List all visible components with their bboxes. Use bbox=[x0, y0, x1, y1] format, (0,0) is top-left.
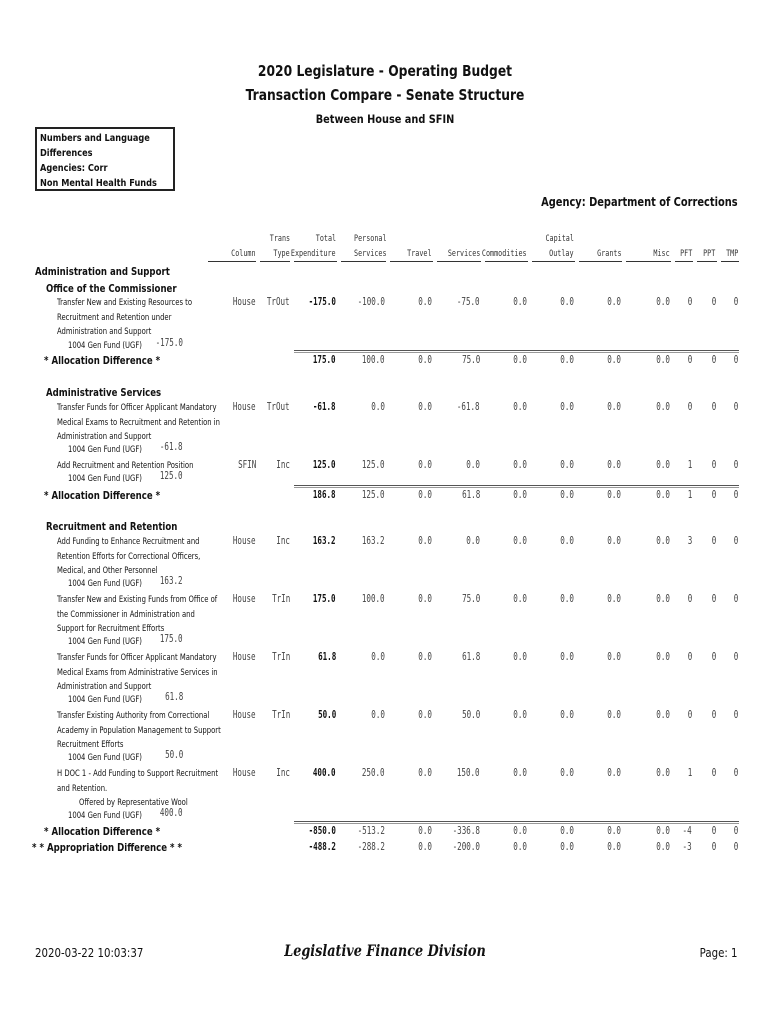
alloc-pft: 1 bbox=[687, 489, 692, 501]
col-underline bbox=[294, 261, 337, 262]
col-header-personal-1: Personal bbox=[354, 234, 387, 244]
value-travel: 0.0 bbox=[418, 593, 432, 605]
transaction-description: Medical Exams from Administrative Services in bbox=[57, 667, 218, 678]
col-header-personal-2: Services bbox=[354, 249, 387, 259]
col-underline bbox=[675, 261, 693, 262]
alloc-travel: 0.0 bbox=[418, 825, 432, 837]
fund-amount: -175.0 bbox=[155, 337, 183, 349]
value-misc: 0.0 bbox=[656, 593, 670, 605]
transaction-description: Add Recruitment and Retention Position bbox=[57, 461, 194, 471]
transaction-type: TrIn bbox=[271, 651, 290, 663]
fund-source: 1004 Gen Fund (UGF) bbox=[68, 811, 142, 821]
transaction-column: House bbox=[233, 651, 256, 663]
value-grants: 0.0 bbox=[607, 709, 621, 721]
fund-source: 1004 Gen Fund (UGF) bbox=[68, 695, 142, 705]
value-grants: 0.0 bbox=[607, 459, 621, 471]
value-services: -61.8 bbox=[457, 401, 480, 413]
transaction-description: Retention Efforts for Correctional Officers, bbox=[57, 551, 201, 562]
alloc-ppt: 0 bbox=[711, 825, 716, 837]
value-misc: 0.0 bbox=[656, 296, 670, 308]
transaction-description: H DOC 1 - Add Funding to Support Recruitment bbox=[57, 769, 219, 779]
transaction-description: Support for Recruitment Efforts bbox=[57, 624, 165, 634]
col-header-pft: PFT bbox=[679, 249, 692, 259]
transaction-description: Transfer New and Existing Funds from Office of bbox=[57, 595, 218, 605]
approp-tmp: 0 bbox=[733, 841, 738, 853]
allocation-total-rule bbox=[294, 821, 739, 824]
fund-source: 1004 Gen Fund (UGF) bbox=[68, 474, 142, 484]
alloc-personal-services: 125.0 bbox=[362, 489, 385, 501]
value-misc: 0.0 bbox=[656, 535, 670, 547]
transaction-type: Inc bbox=[276, 767, 290, 779]
allocation-total-rule bbox=[294, 350, 739, 353]
value-capital-outlay: 0.0 bbox=[560, 767, 574, 779]
value-tmp: 0 bbox=[733, 767, 738, 779]
alloc-misc: 0.0 bbox=[656, 354, 670, 366]
col-underline bbox=[579, 261, 622, 262]
alloc-misc: 0.0 bbox=[656, 825, 670, 837]
transaction-description: Medical Exams to Recruitment and Retention in bbox=[57, 417, 221, 428]
agency-label: Agency: Department of Corrections bbox=[541, 195, 738, 209]
allocation-total-rule bbox=[294, 485, 739, 488]
approp-services: -200.0 bbox=[452, 841, 480, 853]
transaction-description: Medical, and Other Personnel bbox=[57, 566, 158, 576]
value-tmp: 0 bbox=[733, 535, 738, 547]
col-header-ppt: PPT bbox=[702, 249, 715, 259]
value-services: 50.0 bbox=[461, 709, 480, 721]
value-services: 61.8 bbox=[461, 651, 480, 663]
col-underline bbox=[485, 261, 528, 262]
report-title-line1: 2020 Legislature - Operating Budget bbox=[257, 62, 513, 80]
allocation-heading: Recruitment and Retention bbox=[46, 520, 178, 533]
value-misc: 0.0 bbox=[656, 459, 670, 471]
value-pft: 0 bbox=[687, 593, 692, 605]
value-commodities: 0.0 bbox=[513, 535, 527, 547]
page-number: Page: 1 bbox=[700, 946, 738, 960]
report-title-line2: Transaction Compare - Senate Structure bbox=[245, 86, 525, 104]
value-grants: 0.0 bbox=[607, 767, 621, 779]
value-services: 150.0 bbox=[457, 767, 480, 779]
approp-commodities: 0.0 bbox=[513, 841, 527, 853]
value-capital-outlay: 0.0 bbox=[560, 296, 574, 308]
value-tmp: 0 bbox=[733, 593, 738, 605]
value-ppt: 0 bbox=[711, 459, 716, 471]
fund-amount: 400.0 bbox=[160, 807, 183, 819]
fund-source: 1004 Gen Fund (UGF) bbox=[68, 341, 142, 351]
value-personal-services: -100.0 bbox=[357, 296, 385, 308]
value-capital-outlay: 0.0 bbox=[560, 535, 574, 547]
alloc-ppt: 0 bbox=[711, 489, 716, 501]
col-underline bbox=[532, 261, 575, 262]
alloc-pft: -4 bbox=[682, 825, 692, 837]
col-underline bbox=[341, 261, 386, 262]
col-header-capital-2: Outlay bbox=[549, 249, 574, 259]
value-total: -175.0 bbox=[308, 296, 336, 308]
value-ppt: 0 bbox=[711, 767, 716, 779]
col-underline bbox=[390, 261, 433, 262]
value-total: 175.0 bbox=[313, 593, 336, 605]
fund-source: 1004 Gen Fund (UGF) bbox=[68, 753, 142, 763]
fund-amount: -61.8 bbox=[160, 441, 183, 453]
col-underline bbox=[721, 261, 739, 262]
value-commodities: 0.0 bbox=[513, 459, 527, 471]
col-header-travel: Travel bbox=[407, 249, 432, 259]
alloc-services: 75.0 bbox=[461, 354, 480, 366]
alloc-total: 175.0 bbox=[313, 354, 336, 366]
value-services: 75.0 bbox=[461, 593, 480, 605]
alloc-capital-outlay: 0.0 bbox=[560, 825, 574, 837]
value-misc: 0.0 bbox=[656, 709, 670, 721]
transaction-description: Administration and Support bbox=[57, 327, 152, 337]
value-pft: 0 bbox=[687, 401, 692, 413]
alloc-total: -850.0 bbox=[308, 825, 336, 837]
filter-line: Agencies: Corr bbox=[40, 163, 108, 174]
fund-amount: 50.0 bbox=[164, 749, 183, 761]
alloc-tmp: 0 bbox=[733, 825, 738, 837]
value-personal-services: 0.0 bbox=[371, 709, 385, 721]
alloc-total: 186.8 bbox=[313, 489, 336, 501]
value-commodities: 0.0 bbox=[513, 767, 527, 779]
value-services: 0.0 bbox=[466, 535, 480, 547]
alloc-personal-services: -513.2 bbox=[357, 825, 385, 837]
value-commodities: 0.0 bbox=[513, 651, 527, 663]
fund-amount: 163.2 bbox=[160, 575, 183, 587]
value-ppt: 0 bbox=[711, 401, 716, 413]
value-services: -75.0 bbox=[457, 296, 480, 308]
alloc-travel: 0.0 bbox=[418, 354, 432, 366]
value-commodities: 0.0 bbox=[513, 709, 527, 721]
transaction-column: SFIN bbox=[237, 459, 256, 471]
transaction-description: Transfer Funds for Officer Applicant Mandatory bbox=[57, 403, 217, 413]
value-personal-services: 100.0 bbox=[362, 593, 385, 605]
col-underline bbox=[437, 261, 481, 262]
value-travel: 0.0 bbox=[418, 296, 432, 308]
value-capital-outlay: 0.0 bbox=[560, 709, 574, 721]
fund-source: 1004 Gen Fund (UGF) bbox=[68, 637, 142, 647]
value-pft: 0 bbox=[687, 651, 692, 663]
transaction-description: Recruitment Efforts bbox=[57, 740, 124, 750]
value-ppt: 0 bbox=[711, 296, 716, 308]
value-ppt: 0 bbox=[711, 593, 716, 605]
transaction-column: House bbox=[233, 296, 256, 308]
value-total: -61.8 bbox=[313, 401, 336, 413]
transaction-description: Offered by Representative Wool bbox=[79, 798, 188, 808]
col-header-tmp: TMP bbox=[725, 249, 738, 259]
col-header-total-1: Total bbox=[315, 234, 336, 244]
filter-box bbox=[35, 127, 175, 191]
transaction-type: Inc bbox=[276, 459, 290, 471]
value-personal-services: 0.0 bbox=[371, 401, 385, 413]
value-pft: 3 bbox=[687, 535, 692, 547]
col-header-trans-1: Trans bbox=[269, 234, 290, 244]
approp-ppt: 0 bbox=[711, 841, 716, 853]
transaction-description: Transfer Funds for Officer Applicant Mandatory bbox=[57, 653, 217, 663]
alloc-tmp: 0 bbox=[733, 354, 738, 366]
transaction-column: House bbox=[233, 767, 256, 779]
value-capital-outlay: 0.0 bbox=[560, 593, 574, 605]
filter-line: Numbers and Language bbox=[40, 133, 150, 144]
value-total: 400.0 bbox=[313, 767, 336, 779]
col-underline bbox=[260, 261, 290, 262]
allocation-difference-label: * Allocation Difference * bbox=[44, 354, 161, 367]
fund-source: 1004 Gen Fund (UGF) bbox=[68, 445, 142, 455]
transaction-description: Transfer Existing Authority from Correctional bbox=[57, 711, 210, 721]
value-grants: 0.0 bbox=[607, 593, 621, 605]
report-timestamp: 2020-03-22 10:03:37 bbox=[35, 946, 144, 960]
value-tmp: 0 bbox=[733, 709, 738, 721]
allocation-difference-label: * Allocation Difference * bbox=[44, 825, 161, 838]
alloc-services: -336.8 bbox=[452, 825, 480, 837]
report-subtitle: Between House and SFIN bbox=[315, 112, 455, 126]
value-misc: 0.0 bbox=[656, 651, 670, 663]
alloc-grants: 0.0 bbox=[607, 825, 621, 837]
transaction-type: Inc bbox=[276, 535, 290, 547]
fund-amount: 61.8 bbox=[164, 691, 183, 703]
transaction-column: House bbox=[233, 401, 256, 413]
value-ppt: 0 bbox=[711, 535, 716, 547]
transaction-description: Transfer New and Existing Resources to bbox=[57, 298, 193, 308]
approp-capital-outlay: 0.0 bbox=[560, 841, 574, 853]
value-total: 61.8 bbox=[317, 651, 336, 663]
filter-line: Differences bbox=[40, 148, 93, 159]
value-services: 0.0 bbox=[466, 459, 480, 471]
col-underline bbox=[626, 261, 671, 262]
value-travel: 0.0 bbox=[418, 459, 432, 471]
allocation-heading: Office of the Commissioner bbox=[46, 282, 177, 295]
appropriation-heading: Administration and Support bbox=[35, 265, 170, 278]
alloc-tmp: 0 bbox=[733, 489, 738, 501]
col-header-commodities: Commodities bbox=[482, 249, 527, 259]
value-travel: 0.0 bbox=[418, 535, 432, 547]
appropriation-difference-label: * * Appropriation Difference * * bbox=[32, 841, 182, 854]
value-commodities: 0.0 bbox=[513, 593, 527, 605]
transaction-description: Academy in Population Management to Support bbox=[57, 725, 221, 736]
value-misc: 0.0 bbox=[656, 401, 670, 413]
alloc-ppt: 0 bbox=[711, 354, 716, 366]
value-travel: 0.0 bbox=[418, 401, 432, 413]
value-capital-outlay: 0.0 bbox=[560, 651, 574, 663]
transaction-description: Add Funding to Enhance Recruitment and bbox=[57, 537, 200, 547]
col-underline bbox=[697, 261, 717, 262]
approp-misc: 0.0 bbox=[656, 841, 670, 853]
approp-grants: 0.0 bbox=[607, 841, 621, 853]
alloc-commodities: 0.0 bbox=[513, 489, 527, 501]
division-signature: Legislative Finance Division bbox=[284, 941, 486, 960]
value-pft: 1 bbox=[687, 459, 692, 471]
approp-total: -488.2 bbox=[308, 841, 336, 853]
approp-pft: -3 bbox=[682, 841, 692, 853]
value-capital-outlay: 0.0 bbox=[560, 459, 574, 471]
value-travel: 0.0 bbox=[418, 767, 432, 779]
transaction-column: House bbox=[233, 709, 256, 721]
value-tmp: 0 bbox=[733, 296, 738, 308]
col-header-trans-2: Type bbox=[273, 249, 290, 259]
alloc-grants: 0.0 bbox=[607, 354, 621, 366]
value-pft: 0 bbox=[687, 709, 692, 721]
transaction-description: Recruitment and Retention under bbox=[57, 312, 172, 323]
transaction-description: the Commissioner in Administration and bbox=[57, 609, 195, 620]
alloc-pft: 0 bbox=[687, 354, 692, 366]
value-travel: 0.0 bbox=[418, 651, 432, 663]
value-pft: 0 bbox=[687, 296, 692, 308]
allocation-heading: Administrative Services bbox=[46, 386, 162, 399]
value-grants: 0.0 bbox=[607, 296, 621, 308]
col-header-misc: Misc bbox=[653, 249, 670, 259]
value-personal-services: 0.0 bbox=[371, 651, 385, 663]
fund-amount: 175.0 bbox=[160, 633, 183, 645]
value-tmp: 0 bbox=[733, 459, 738, 471]
value-tmp: 0 bbox=[733, 651, 738, 663]
alloc-commodities: 0.0 bbox=[513, 354, 527, 366]
transaction-type: TrIn bbox=[271, 709, 290, 721]
fund-source: 1004 Gen Fund (UGF) bbox=[68, 579, 142, 589]
col-header-grants: Grants bbox=[597, 249, 622, 259]
value-commodities: 0.0 bbox=[513, 296, 527, 308]
fund-amount: 125.0 bbox=[160, 470, 183, 482]
alloc-capital-outlay: 0.0 bbox=[560, 354, 574, 366]
value-total: 50.0 bbox=[317, 709, 336, 721]
col-underline bbox=[208, 261, 256, 262]
value-grants: 0.0 bbox=[607, 535, 621, 547]
transaction-type: TrOut bbox=[267, 296, 290, 308]
alloc-travel: 0.0 bbox=[418, 489, 432, 501]
transaction-column: House bbox=[233, 535, 256, 547]
transaction-column: House bbox=[233, 593, 256, 605]
value-tmp: 0 bbox=[733, 401, 738, 413]
value-misc: 0.0 bbox=[656, 767, 670, 779]
value-grants: 0.0 bbox=[607, 401, 621, 413]
transaction-description: Administration and Support bbox=[57, 682, 152, 692]
transaction-description: and Retention. bbox=[57, 783, 108, 794]
alloc-services: 61.8 bbox=[461, 489, 480, 501]
allocation-difference-label: * Allocation Difference * bbox=[44, 489, 161, 502]
value-personal-services: 163.2 bbox=[362, 535, 385, 547]
value-pft: 1 bbox=[687, 767, 692, 779]
value-ppt: 0 bbox=[711, 651, 716, 663]
alloc-capital-outlay: 0.0 bbox=[560, 489, 574, 501]
col-header-services: Services bbox=[447, 249, 480, 259]
value-capital-outlay: 0.0 bbox=[560, 401, 574, 413]
transaction-description: Administration and Support bbox=[57, 432, 152, 442]
alloc-commodities: 0.0 bbox=[513, 825, 527, 837]
alloc-grants: 0.0 bbox=[607, 489, 621, 501]
value-personal-services: 250.0 bbox=[362, 767, 385, 779]
filter-line: Non Mental Health Funds bbox=[40, 178, 157, 189]
value-ppt: 0 bbox=[711, 709, 716, 721]
value-grants: 0.0 bbox=[607, 651, 621, 663]
transaction-type: TrOut bbox=[267, 401, 290, 413]
col-header-column: Column bbox=[231, 249, 256, 259]
alloc-personal-services: 100.0 bbox=[362, 354, 385, 366]
value-total: 125.0 bbox=[313, 459, 336, 471]
alloc-misc: 0.0 bbox=[656, 489, 670, 501]
col-header-total-2: Expenditure bbox=[291, 249, 336, 259]
approp-personal-services: -288.2 bbox=[357, 841, 385, 853]
transaction-type: TrIn bbox=[271, 593, 290, 605]
value-travel: 0.0 bbox=[418, 709, 432, 721]
value-personal-services: 125.0 bbox=[362, 459, 385, 471]
value-commodities: 0.0 bbox=[513, 401, 527, 413]
col-header-capital-1: Capital bbox=[545, 234, 574, 244]
approp-travel: 0.0 bbox=[418, 841, 432, 853]
value-total: 163.2 bbox=[313, 535, 336, 547]
